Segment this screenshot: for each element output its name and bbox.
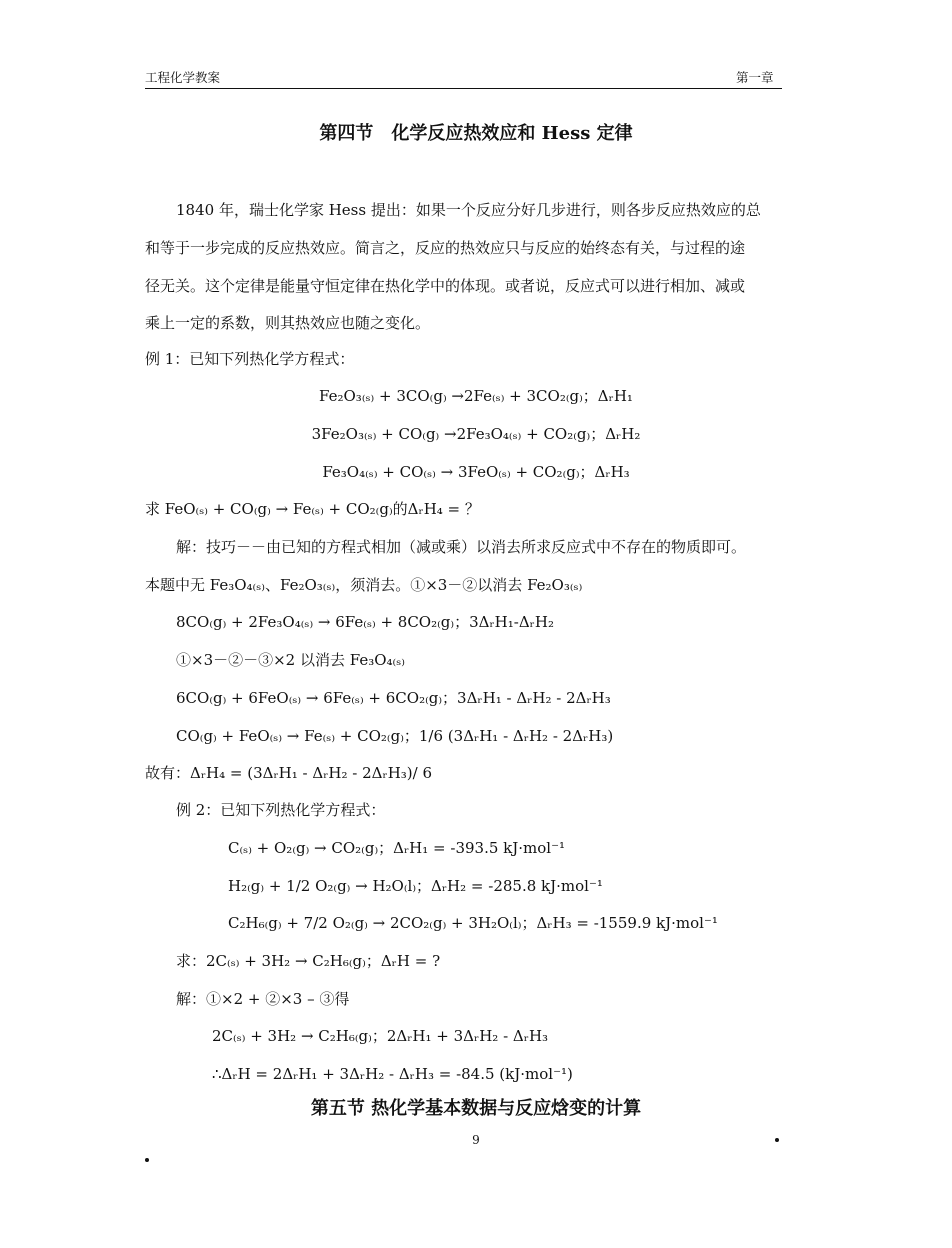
example1-question: 求 FeO₍ₛ₎ + CO₍g₎ → Fe₍ₛ₎ + CO₂₍g₎的ΔᵣH₄ = ？ [145, 500, 480, 518]
example2-solution: 解：①×2 + ②×3 – ③得 [176, 990, 350, 1008]
section4-title: 第四节 化学反应热效应和 Hess 定律 [319, 123, 633, 144]
example1-label: 例 1：已知下列热化学方程式： [145, 350, 355, 368]
example1-step-3: 6CO₍g₎ + 6FeO₍ₛ₎ → 6Fe₍ₛ₎ + 6CO₂₍g₎；3ΔᵣH₁ - ΔᵣH₂ - 2ΔᵣH₃ [176, 689, 611, 707]
header-left: 工程化学教案 [145, 70, 221, 85]
intro-line-1: 1840 年，瑞士化学家 Hess 提出：如果一个反应分好几步进行，则各步反应热效应的总 [176, 201, 761, 219]
example2-step-1: 2C₍ₛ₎ + 3H₂ → C₂H₆₍g₎；2ΔᵣH₁ + 3ΔᵣH₂ - ΔᵣH₃ [212, 1027, 549, 1045]
example2-eq3: C₂H₆₍g₎ + 7/2 O₂₍g₎ → 2CO₂₍g₎ + 3H₂O₍l₎；ΔᵣH₃ = -1559.9 kJ·mol⁻¹ [228, 914, 718, 932]
example2-eq1: C₍ₛ₎ + O₂₍g₎ → CO₂₍g₎；ΔᵣH₁ = -393.5 kJ·mol⁻¹ [228, 839, 566, 857]
example1-step-2: ①×3－②－③×2 以消去 Fe₃O₄₍ₛ₎ [176, 651, 405, 669]
example2-question: 求：2C₍ₛ₎ + 3H₂ → C₂H₆₍g₎；ΔᵣH = ? [176, 952, 441, 970]
example1-eq2: 3Fe₂O₃₍ₛ₎ + CO₍g₎ →2Fe₃O₄₍ₛ₎ + CO₂₍g₎；ΔᵣH₂ [311, 425, 641, 443]
example2-eq2: H₂₍g₎ + 1/2 O₂₍g₎ → H₂O₍l₎；ΔᵣH₂ = -285.8 kJ·mol⁻¹ [228, 877, 603, 895]
example2-label: 例 2：已知下列热化学方程式： [176, 801, 386, 819]
page-number: 9 [472, 1133, 480, 1147]
intro-line-2: 和等于一步完成的反应热效应。简言之，反应的热效应只与反应的始终态有关，与过程的途 [145, 239, 746, 257]
intro-line-3: 径无关。这个定律是能量守恒定律在热化学中的体现。或者说，反应式可以进行相加、减或 [145, 277, 746, 295]
example1-result: 故有：ΔᵣH₄ = (3ΔᵣH₁ - ΔᵣH₂ - 2ΔᵣH₃)/ 6 [145, 764, 433, 782]
footer-dot-left [145, 1158, 149, 1162]
intro-line-4: 乘上一定的系数，则其热效应也随之变化。 [145, 314, 431, 332]
example1-eq1: Fe₂O₃₍ₛ₎ + 3CO₍g₎ →2Fe₍ₛ₎ + 3CO₂₍g₎；ΔᵣH₁ [319, 387, 633, 405]
example1-step-4: CO₍g₎ + FeO₍ₛ₎ → Fe₍ₛ₎ + CO₂₍g₎；1/6 (3ΔᵣH₁ - ΔᵣH₂ - 2ΔᵣH₃) [176, 727, 614, 745]
header-right: 第一章 [736, 70, 774, 85]
example1-solution-1: 解：技巧－－由已知的方程式相加（减或乘）以消去所求反应式中不存在的物质即可。 [176, 538, 747, 556]
example1-solution-2: 本题中无 Fe₃O₄₍ₛ₎、Fe₂O₃₍ₛ₎，须消去。①×3－②以消去 Fe₂O₃₍ₛ₎ [145, 576, 583, 594]
section5-title: 第五节 热化学基本数据与反应焓变的计算 [310, 1098, 642, 1119]
footer-dot-right [775, 1138, 779, 1142]
example1-eq3: Fe₃O₄₍ₛ₎ + CO₍ₛ₎ → 3FeO₍ₛ₎ + CO₂₍g₎；ΔᵣH₃ [322, 463, 630, 481]
example1-step-1: 8CO₍g₎ + 2Fe₃O₄₍ₛ₎ → 6Fe₍ₛ₎ + 8CO₂₍g₎；3ΔᵣH₁-ΔᵣH₂ [176, 613, 554, 631]
example2-step-2: ∴ΔᵣH = 2ΔᵣH₁ + 3ΔᵣH₂ - ΔᵣH₃ = -84.5 (kJ·mol⁻¹) [212, 1065, 573, 1083]
header-rule [145, 88, 782, 89]
